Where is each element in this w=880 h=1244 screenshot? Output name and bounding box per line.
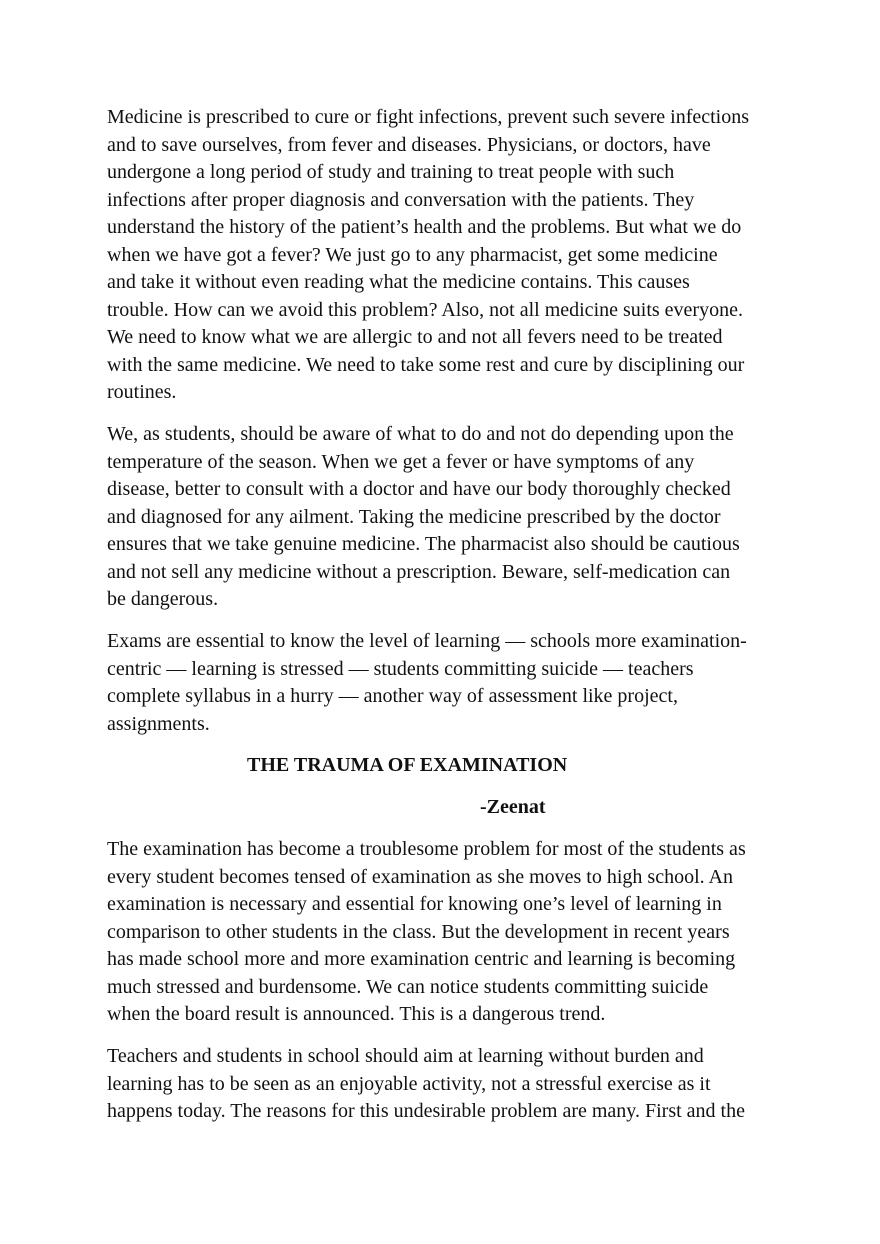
essay-author: -Zeenat: [480, 796, 546, 818]
text-line: and not sell any medicine without a prescription. Beware, self-medication can: [107, 560, 731, 583]
paragraph-teachers: [107, 1043, 787, 1126]
text-line: and to save ourselves, from fever and diseases. Physicians, or doctors, have: [107, 133, 711, 156]
text-line: disease, better to consult with a doctor and have our body thoroughly checked: [107, 478, 731, 500]
text-line: ensures that we take genuine medicine. The pharmacist also should be cautious: [107, 533, 740, 555]
text-line: complete syllabus in a hurry — another way of assessment like project,: [107, 685, 678, 707]
text-line: with the same medicine. We need to take some rest and cure by disciplining our: [107, 353, 745, 376]
text-line: understand the history of the patient’s health and the problems. But what we do: [107, 216, 742, 238]
text-line: when we have got a fever? We just go to any pharmacist, get some medicine: [107, 243, 718, 266]
paragraph-exam-problem: [107, 836, 787, 1029]
text-line: assignments.: [107, 712, 210, 735]
text-line: routines.: [107, 381, 177, 403]
text-line: every student becomes tensed of examination as she moves to high school. An: [107, 865, 733, 888]
text-line: We, as students, should be aware of what to do and not do depending upon the: [107, 423, 734, 445]
text-line: temperature of the season. When we get a fever or have symptoms of any: [107, 450, 695, 473]
text-line: and diagnosed for any ailment. Taking the medicine prescribed by the doctor: [107, 505, 721, 528]
text-line: centric — learning is stressed — students committing suicide — teachers: [107, 657, 694, 680]
text-line: be dangerous.: [107, 588, 219, 610]
text-line: undergone a long period of study and training to treat people with such: [107, 161, 675, 183]
paragraph-students-awareness: [107, 421, 787, 614]
text-line: trouble. How can we avoid this problem? Also, not all medicine suits everyone.: [107, 298, 743, 321]
text-line: and take it without even reading what the medicine contains. This causes: [107, 271, 690, 293]
text-line: examination is necessary and essential for knowing one’s level of learning in: [107, 893, 722, 915]
text-line: Medicine is prescribed to cure or fight infections, prevent such severe infections: [107, 106, 750, 128]
text-line: when the board result is announced. This is a dangerous trend.: [107, 1003, 606, 1025]
text-line: Teachers and students in school should aim at learning without burden and: [107, 1045, 704, 1067]
text-line: learning has to be seen as an enjoyable activity, not a stressful exercise as it: [107, 1072, 711, 1095]
text-line: We need to know what we are allergic to and not all fevers need to be treated: [107, 326, 723, 348]
text-line: happens today. The reasons for this undesirable problem are many. First and the: [107, 1100, 745, 1122]
text-line: The examination has become a troublesome problem for most of the students as: [107, 838, 746, 860]
text-line: has made school more and more examination centric and learning is becoming: [107, 948, 736, 970]
paragraph-medicine: [107, 104, 787, 407]
text-line: Exams are essential to know the level of learning — schools more examination-: [107, 630, 747, 652]
text-line: much stressed and burdensome. We can notice students committing suicide: [107, 975, 709, 998]
text-line: infections after proper diagnosis and conversation with the patients. They: [107, 188, 695, 211]
essay-title: THE TRAUMA OF EXAMINATION: [247, 754, 568, 776]
paragraph-exam-outline: [107, 628, 787, 738]
text-line: comparison to other students in the class. But the development in recent years: [107, 920, 730, 943]
